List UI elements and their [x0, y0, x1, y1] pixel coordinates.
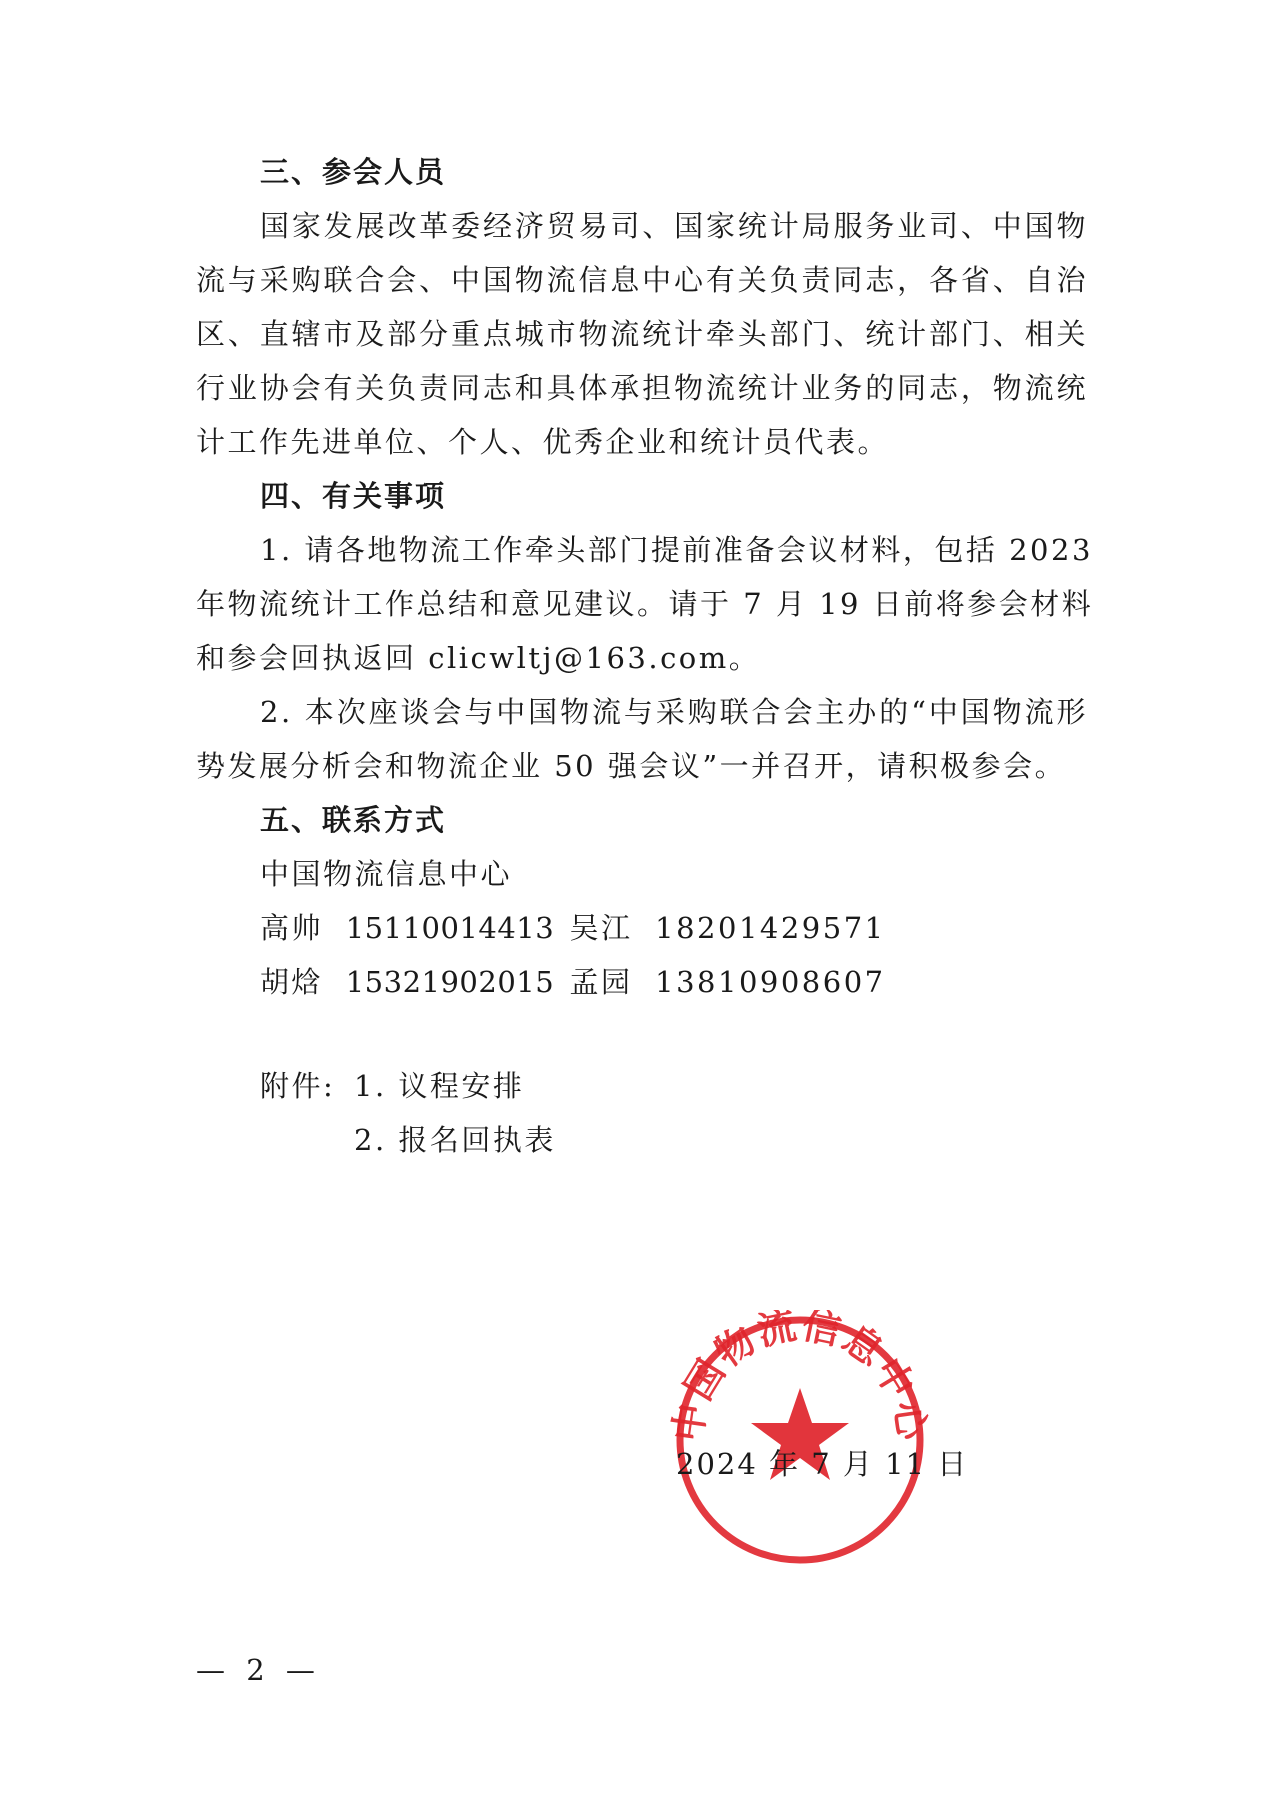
paragraph-line: 1. 请各地物流工作牵头部门提前准备会议材料，包括 2023 [260, 533, 1093, 567]
paragraph-line: 行业协会有关负责同志和具体承担物流统计业务的同志，物流统 [196, 371, 1088, 405]
attachment-item: 2. 报名回执表 [354, 1123, 556, 1157]
section-4-heading: 四、有关事项 [260, 479, 447, 513]
attachments-line [260, 1066, 1088, 1106]
contact-phone: 15110014413 [345, 911, 555, 945]
paragraph-line: 势发展分析会和物流企业 50 强会议”一并召开，请积极参会。 [196, 749, 1067, 783]
contact-name: 高帅 [260, 911, 324, 945]
organization-name: 中国物流信息中心 [260, 857, 513, 891]
contact-row [260, 962, 1088, 1002]
paragraph-line: 2. 本次座谈会与中国物流与采购联合会主办的“中国物流形 [260, 695, 1088, 729]
seal-icon [670, 1310, 930, 1570]
attachments-label: 附件: [260, 1069, 336, 1103]
paragraph-line: 流与采购联合会、中国物流信息中心有关负责同志，各省、自治 [196, 263, 1088, 297]
contact-name: 孟园 [569, 965, 633, 999]
page-number: — 2 — [196, 1653, 321, 1687]
paragraph-line: 和参会回执返回 clicwltj@163.com。 [196, 641, 761, 675]
contact-phone: 15321902015 [345, 965, 555, 999]
paragraph-line: 区、直辖市及部分重点城市物流统计牵头部门、统计部门、相关 [196, 317, 1088, 351]
paragraph-line: 年物流统计工作总结和意见建议。请于 7 月 19 日前将参会材料 [196, 587, 1094, 621]
svg-text:中国物流信息中心: 中国物流信息中心 [670, 1310, 930, 1445]
section-5-heading: 五、联系方式 [260, 803, 447, 837]
contact-phone: 18201429571 [655, 911, 886, 945]
official-seal [670, 1310, 930, 1570]
paragraph-line: 国家发展改革委经济贸易司、国家统计局服务业司、中国物 [260, 209, 1088, 243]
contact-name: 吴江 [569, 911, 633, 945]
paragraph-line: 计工作先进单位、个人、优秀企业和统计员代表。 [196, 425, 890, 459]
contact-name: 胡焓 [260, 965, 324, 999]
contact-phone: 13810908607 [655, 965, 886, 999]
attachment-item: 1. 议程安排 [354, 1069, 525, 1103]
contact-row [260, 908, 1088, 948]
section-3-heading: 三、参会人员 [260, 155, 447, 189]
document-date: 2024 年 7 月 11 日 [676, 1447, 969, 1481]
